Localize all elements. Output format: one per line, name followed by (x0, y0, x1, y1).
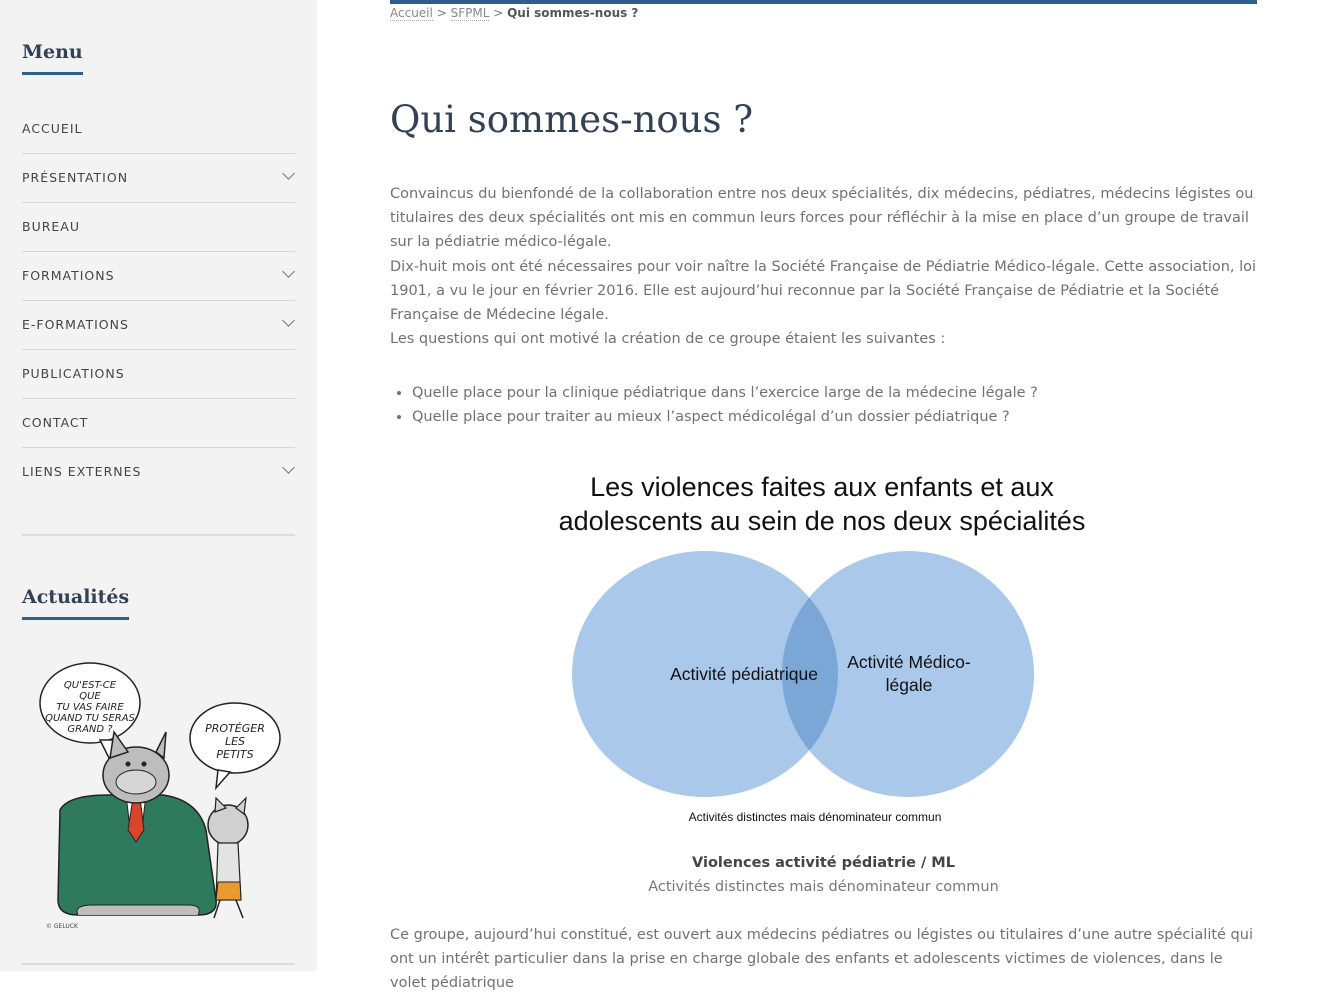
menu-title: Menu (22, 43, 83, 75)
news-title: Actualités (22, 588, 129, 620)
venn-diagram-image[interactable] (390, 466, 1257, 836)
sidebar-item-label: LIENS EXTERNES (22, 464, 142, 479)
breadcrumb-separator: > (436, 6, 447, 20)
venn-label-left: Activité pédiatrique (670, 664, 818, 684)
chevron-down-icon[interactable] (282, 461, 295, 474)
figure-title-line: Les violences faites aux enfants et aux (590, 472, 1054, 502)
top-accent-bar (390, 0, 1257, 4)
sidebar-item-presentation[interactable] (22, 154, 295, 203)
bubble-right-line: PETITS (216, 748, 254, 761)
speech-bubble-left (40, 663, 140, 760)
questions-list (390, 381, 1272, 429)
cartoon-credit: © GELUCK (46, 923, 78, 930)
paragraph: Les questions qui ont motivé la création de ce groupe étaient les suivantes : (390, 331, 946, 348)
venn-label-right: Activité Médico- (847, 652, 971, 672)
bubble-left-line: QUAND TU SERAS (45, 713, 135, 724)
breadcrumb-current: Qui sommes-nous ? (507, 6, 639, 20)
speech-bubble-right (190, 703, 280, 788)
sidebar-item-bureau[interactable] (22, 203, 295, 252)
page-title: Qui sommes-nous ? (390, 98, 754, 141)
sidebar-item-liens-externes[interactable] (22, 448, 295, 496)
sidebar-item-label: BUREAU (22, 219, 81, 234)
paragraph: Dix-huit mois ont été nécessaires pour voir naître la Société Française de Pédiatrie Médico-légale. Cette association, loi 1901, a vu le jour en février 2016. Elle est aujourd’hui reconnue par la Société Française de Pédiatrie et la Société Française de Médecine légale. (390, 258, 1257, 324)
breadcrumb-link-sfpml[interactable]: SFPML (450, 6, 490, 20)
bubble-right-line: PROTÉGER (205, 722, 265, 735)
sidebar-item-formations[interactable] (22, 252, 295, 301)
breadcrumb-link-accueil[interactable]: Accueil (390, 6, 433, 20)
sidebar-divider (22, 963, 295, 965)
chevron-down-icon[interactable] (282, 314, 295, 327)
list-item: • Quelle place pour traiter au mieux l’aspect médicolégal d’un dossier pédiatrique ? (412, 405, 1272, 429)
sidebar-item-e-formations[interactable] (22, 301, 295, 350)
figure-footnote: Activités distinctes mais dénominateur commun (688, 810, 942, 824)
bubble-left-line: GRAND ? (67, 724, 113, 735)
bubble-left-line: QU'EST-CE (63, 680, 117, 691)
list-item: • Quelle place pour la clinique pédiatrique dans l’exercice large de la médecine légale ? (412, 381, 1272, 405)
chevron-down-icon[interactable] (282, 265, 295, 278)
sidebar-item-label: PRÉSENTATION (22, 170, 129, 185)
bubble-right-line: LES (224, 735, 246, 748)
sidebar-item-label: ACCUEIL (22, 121, 83, 136)
sidebar-menu (22, 105, 295, 496)
venn-label-right: légale (885, 675, 933, 695)
bubble-left-line: TU VAS FAIRE (56, 702, 124, 713)
sidebar (0, 0, 317, 971)
figure-title-line: adolescents au sein de nos deux spécialités (558, 506, 1086, 536)
intro-text (390, 182, 1262, 351)
sidebar-item-accueil[interactable] (22, 105, 295, 154)
sidebar-item-label: PUBLICATIONS (22, 366, 125, 381)
breadcrumb (390, 6, 638, 20)
sidebar-item-label: FORMATIONS (22, 268, 115, 283)
sidebar-item-label: CONTACT (22, 415, 89, 430)
cartoon-image[interactable] (38, 660, 288, 935)
figure-caption-title: Violences activité pédiatrie / ML (692, 855, 955, 871)
sidebar-item-publications[interactable] (22, 350, 295, 399)
sidebar-divider (22, 534, 295, 536)
figure-caption-subtitle: Activités distinctes mais dénominateur commun (648, 879, 999, 895)
sidebar-item-label: E-FORMATIONS (22, 317, 129, 332)
cat-big-icon (58, 732, 216, 915)
bubble-left-line: QUE (79, 691, 101, 702)
sidebar-item-contact[interactable] (22, 399, 295, 448)
breadcrumb-separator: > (493, 6, 504, 20)
paragraph: Ce groupe, aujourd’hui constitué, est ouvert aux médecins pédiatres ou légistes ou titulaires d’une autre spécialité qui ont un intérêt particulier dans la prise en charge globale des enfants et adolescents victimes de violences, dans le volet pédiatrique (390, 927, 1253, 992)
chevron-down-icon[interactable] (282, 167, 295, 180)
paragraph: Convaincus du bienfondé de la collaboration entre nos deux spécialités, dix médecins, pédiatres, médecins légistes ou titulaires des deux spécialités ont mis en commun leurs forces pour réfléchir à la mise en place d’un groupe de travail sur la pédiatrie médico-légale. (390, 186, 1254, 251)
